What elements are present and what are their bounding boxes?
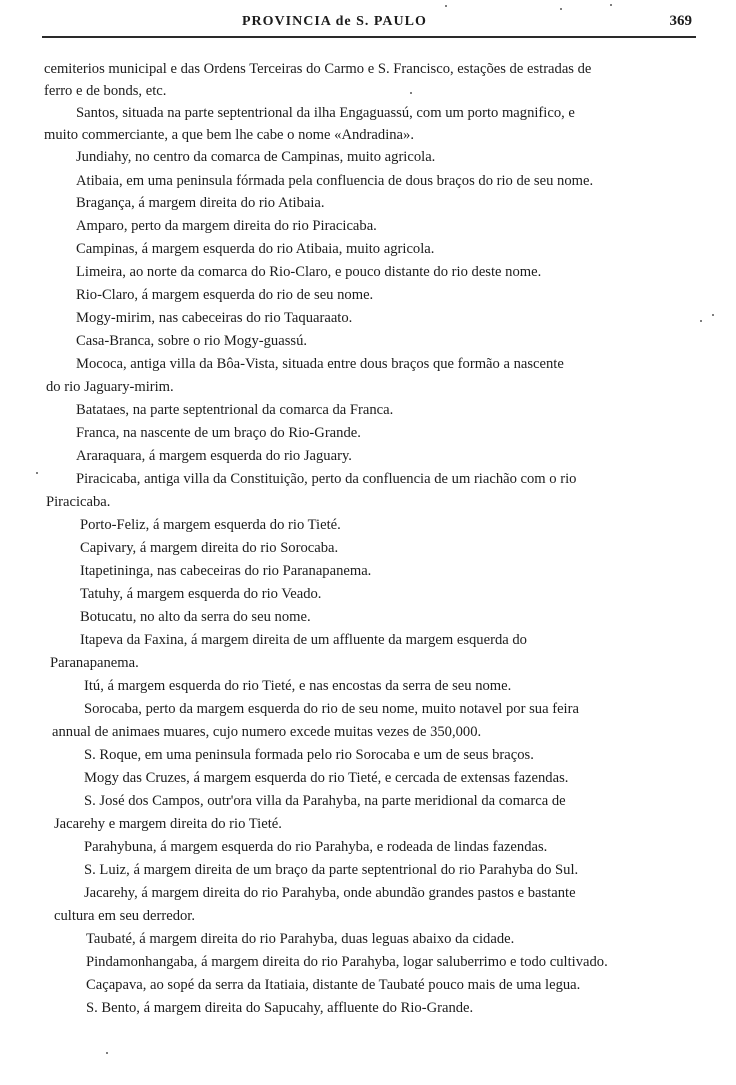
running-head [42, 6, 696, 38]
text-line: Paranapanema. [50, 655, 139, 671]
text-line: Taubaté, á margem direita do rio Parahyba, duas leguas abaixo da cidade. [86, 931, 515, 947]
text-line: Casa-Branca, sobre o rio Mogy-guassú. [76, 333, 308, 349]
text-line: muito commerciante, a que bem lhe cabe o nome «Andradina». [44, 127, 414, 143]
text-line: Sorocaba, perto da margem esquerda do rio de seu nome, muito notavel por sua feira [84, 701, 579, 717]
text-line: Mogy das Cruzes, á margem esquerda do rio Tieté, e cercada de extensas fazendas. [84, 770, 569, 786]
text-line: Parahybuna, á margem esquerda do rio Parahyba, e rodeada de lindas fazendas. [84, 839, 548, 855]
text-line: S. Bento, á margem direita do Sapucahy, affluente do Rio-Grande. [86, 1000, 474, 1016]
text-line: Itú, á margem esquerda do rio Tieté, e nas encostas da serra de seu nome. [84, 678, 512, 694]
text-line: Atibaia, em uma peninsula fórmada pela confluencia de dous braços do rio de seu nome. [76, 173, 594, 189]
text-line: cultura em seu derredor. [54, 908, 196, 924]
print-speck [712, 314, 714, 316]
text-line: S. Luiz, á margem direita de um braço da parte septentrional do rio Parahyba do Sul. [84, 862, 579, 878]
text-line: Capivary, á margem direita do rio Sorocaba. [80, 540, 339, 556]
text-line: do rio Jaguary-mirim. [46, 379, 174, 395]
text-line: Piracicaba, antiga villa da Constituição, perto da confluencia de um riachão com o rio [76, 471, 577, 487]
text-line: Batataes, na parte septentrional da comarca da Franca. [76, 402, 394, 418]
text-line: Itapeva da Faxina, á margem direita de um affluente da margem esquerda do [80, 632, 527, 648]
text-line: Jundiahy, no centro da comarca de Campinas, muito agricola. [76, 149, 436, 165]
print-speck [36, 472, 38, 474]
text-line: Franca, na nascente de um braço do Rio-Grande. [76, 425, 361, 441]
text-line: Mococa, antiga villa da Bôa-Vista, situada entre dous braços que formão a nascente [76, 356, 564, 372]
text-line: Mogy-mirim, nas cabeceiras do rio Taquaraato. [76, 310, 353, 326]
text-line: Amparo, perto da margem direita do rio Piracicaba. [76, 218, 377, 234]
print-speck [106, 1052, 108, 1054]
text-line: ferro e de bonds, etc. [44, 83, 167, 99]
print-speck [610, 4, 612, 6]
text-line: Piracicaba. [46, 494, 111, 510]
print-speck [560, 8, 562, 10]
text-line: Tatuhy, á margem esquerda do rio Veado. [80, 586, 322, 602]
print-speck [410, 92, 412, 94]
text-line: Campinas, á margem esquerda do rio Atibaia, muito agricola. [76, 241, 435, 257]
text-line: Limeira, ao norte da comarca do Rio-Claro, e pouco distante do rio deste nome. [76, 264, 542, 280]
text-line: Jacarehy e margem direita do rio Tieté. [54, 816, 282, 832]
text-line: Itapetininga, nas cabeceiras do rio Paranapanema. [80, 563, 372, 579]
text-line: Pindamonhangaba, á margem direita do rio Parahyba, logar saluberrimo e todo cultivado. [86, 954, 608, 970]
text-line: Porto-Feliz, á margem esquerda do rio Tieté. [80, 517, 341, 533]
text-line: annual de animaes muares, cujo numero excede muitas vezes de 350,000. [52, 724, 482, 740]
print-speck [700, 320, 702, 322]
text-line: Santos, situada na parte septentrional da ilha Engaguassú, com um porto magnifico, e [76, 105, 575, 121]
running-title: PROVINCIA de S. PAULO [242, 14, 427, 29]
text-line: Jacarehy, á margem direita do rio Parahyba, onde abundão grandes pastos e bastante [84, 885, 576, 901]
text-line: Caçapava, ao sopé da serra da Itatiaia, distante de Taubaté pouco mais de uma legua. [86, 977, 581, 993]
text-line: Botucatu, no alto da serra do seu nome. [80, 609, 311, 625]
text-line: cemiterios municipal e das Ordens Terceiras do Carmo e S. Francisco, estações de estradas de [44, 61, 592, 77]
text-line: Rio-Claro, á margem esquerda do rio de seu nome. [76, 287, 374, 303]
text-line: S. José dos Campos, outr'ora villa da Parahyba, na parte meridional da comarca de [84, 793, 566, 809]
text-line: S. Roque, em uma peninsula formada pelo rio Sorocaba e um de seus braços. [84, 747, 534, 763]
print-speck [445, 5, 447, 7]
text-line: Araraquara, á margem esquerda do rio Jaguary. [76, 448, 352, 464]
page-number: 369 [669, 13, 692, 29]
text-line: Bragança, á margem direita do rio Atibaia. [76, 195, 325, 211]
